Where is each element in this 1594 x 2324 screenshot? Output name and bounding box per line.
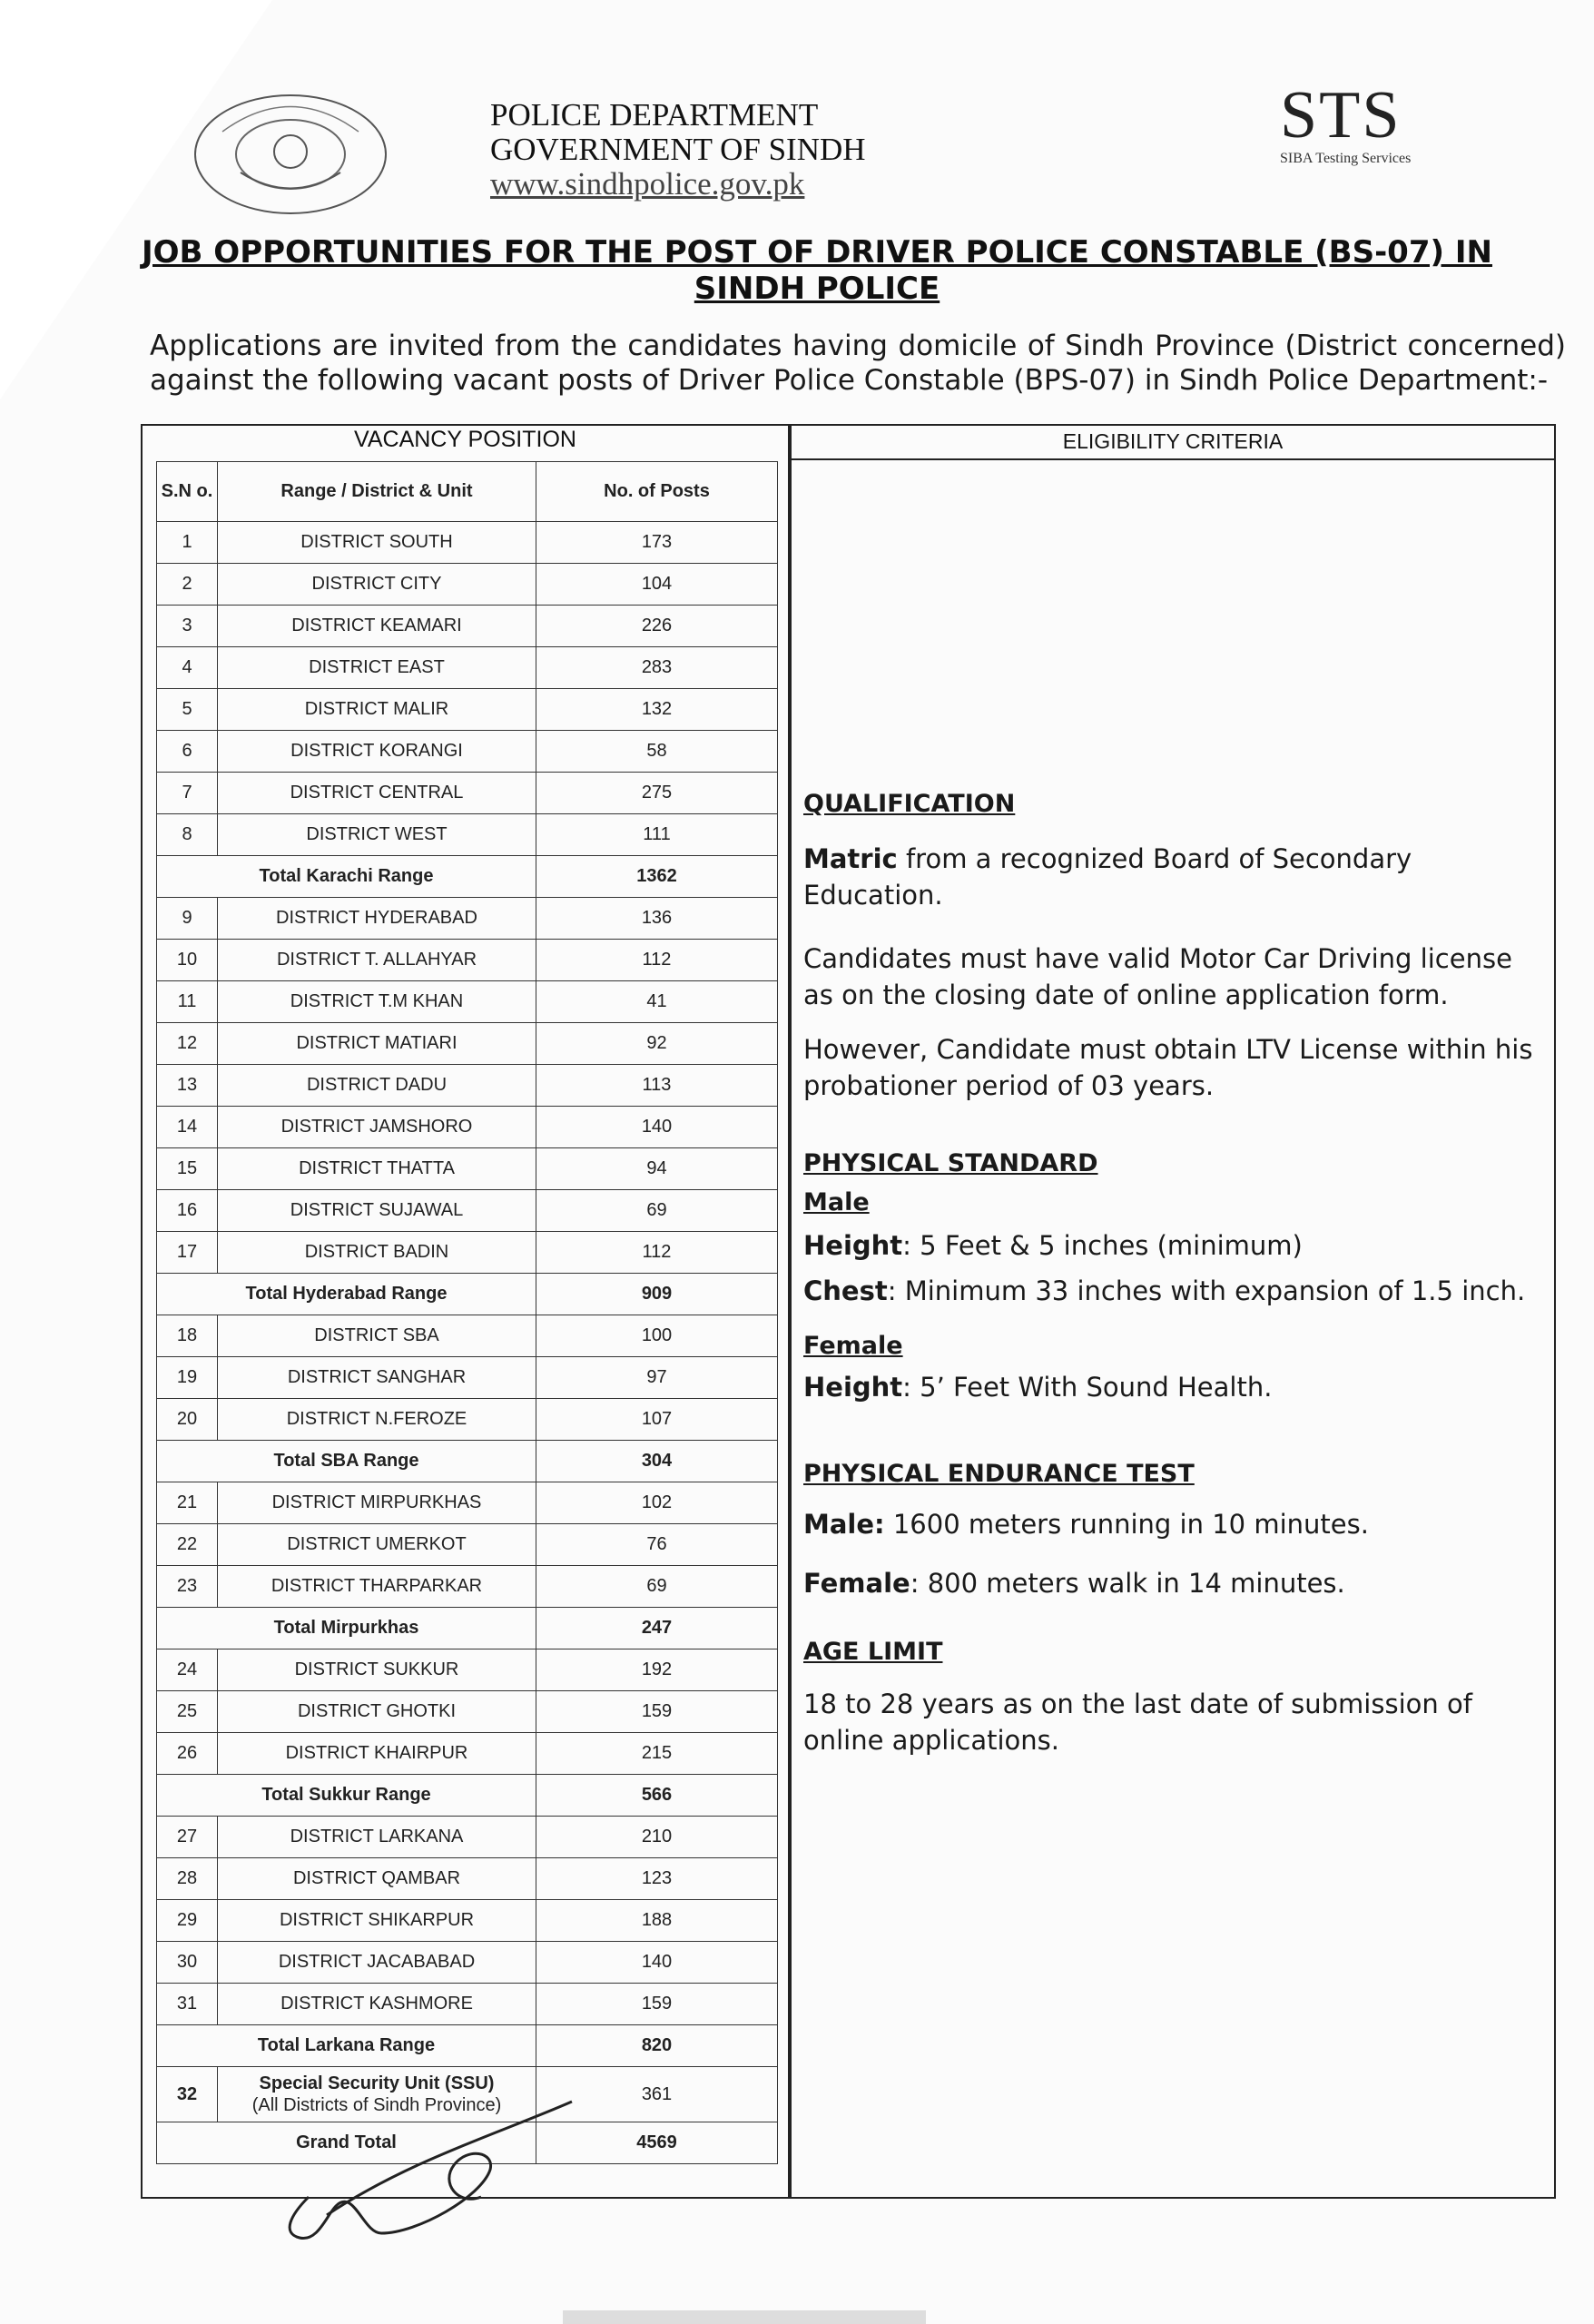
qualification-rest: from a recognized Board of Secondary Education. [803, 843, 1412, 911]
vacancy-table-body [157, 522, 778, 2067]
row-unit: DISTRICT GHOTKI [218, 1691, 536, 1733]
row-posts: 136 [536, 898, 778, 940]
row-unit: DISTRICT EAST [218, 647, 536, 689]
page-title: JOB OPPORTUNITIES FOR THE POST OF DRIVER POLICE CONSTABLE (BS-07) IN SINDH POLICE [142, 234, 1492, 307]
row-unit: DISTRICT SUKKUR [218, 1649, 536, 1691]
age-limit-heading: AGE LIMIT [803, 1638, 943, 1666]
row-unit: DISTRICT T.M KHAN [218, 981, 536, 1023]
row-unit: DISTRICT CENTRAL [218, 773, 536, 814]
row-unit: DISTRICT BADIN [218, 1232, 536, 1274]
female-height-value: : 5’ Feet With Sound Health. [902, 1372, 1273, 1403]
table-row [157, 1733, 778, 1775]
row-unit: DISTRICT KHAIRPUR [218, 1733, 536, 1775]
qualification-lead: Matric [803, 843, 898, 874]
row-unit: DISTRICT JAMSHORO [218, 1107, 536, 1148]
table-row [157, 1023, 778, 1065]
range-total-posts: 247 [536, 1608, 778, 1649]
row-posts: 92 [536, 1023, 778, 1065]
sts-logo [1280, 78, 1443, 191]
table-row [157, 647, 778, 689]
male-height-value: : 5 Feet & 5 inches (minimum) [902, 1230, 1303, 1261]
row-sno: 13 [157, 1065, 218, 1107]
height-label: Height [803, 1230, 903, 1261]
row-unit: DISTRICT N.FEROZE [218, 1399, 536, 1441]
row-sno: 24 [157, 1649, 218, 1691]
female-endurance-line [803, 1565, 1539, 1601]
table-row [157, 606, 778, 647]
male-endurance-line [803, 1506, 1539, 1542]
row-posts: 112 [536, 1232, 778, 1274]
table-row [157, 1482, 778, 1524]
row-unit: DISTRICT SHIKARPUR [218, 1900, 536, 1942]
letterhead [0, 73, 1594, 218]
row-sno: 6 [157, 731, 218, 773]
row-sno: 19 [157, 1357, 218, 1399]
row-sno: 25 [157, 1691, 218, 1733]
row-unit: DISTRICT QAMBAR [218, 1858, 536, 1900]
physical-standard-heading: PHYSICAL STANDARD [803, 1149, 1098, 1177]
row-posts: 69 [536, 1190, 778, 1232]
row-unit: DISTRICT KORANGI [218, 731, 536, 773]
row-posts: 111 [536, 814, 778, 856]
col-sno: S.N o. [157, 462, 218, 522]
dept-line1: POLICE DEPARTMENT [490, 97, 819, 133]
row-posts: 97 [536, 1357, 778, 1399]
row-posts: 94 [536, 1148, 778, 1190]
row-posts: 159 [536, 1691, 778, 1733]
row-posts: 76 [536, 1524, 778, 1566]
table-row [157, 689, 778, 731]
range-total-posts: 820 [536, 2025, 778, 2067]
table-row-range-total [157, 1441, 778, 1482]
row-posts: 100 [536, 1315, 778, 1357]
table-row [157, 1148, 778, 1190]
ltv-text: However, Candidate must obtain LTV License within his probationer period of 03 years. [803, 1034, 1533, 1101]
col-posts: No. of Posts [536, 462, 778, 522]
sts-logo-subtitle: SIBA Testing Services [1280, 151, 1412, 166]
row-sno: 8 [157, 814, 218, 856]
row-unit: DISTRICT T. ALLAHYAR [218, 940, 536, 981]
row-sno: 29 [157, 1900, 218, 1942]
row-sno: 31 [157, 1984, 218, 2025]
male-heading: Male [803, 1188, 870, 1216]
scan-artifact [563, 2310, 926, 2324]
intro-paragraph: Applications are invited from the candidates having domicile of Sindh Province (District concerned) against the following vacant posts of Driver Police Constable (BPS-07) in Sindh Police Department:- [150, 330, 1566, 397]
row-posts: 104 [536, 564, 778, 606]
row-unit: DISTRICT MIRPURKHAS [218, 1482, 536, 1524]
row-sno: 30 [157, 1942, 218, 1984]
table-row-range-total [157, 2025, 778, 2067]
row-unit: DISTRICT CITY [218, 564, 536, 606]
male-height-line [803, 1227, 1539, 1264]
female-endurance-value: : 800 meters walk in 14 minutes. [910, 1568, 1345, 1599]
table-row [157, 731, 778, 773]
table-row [157, 981, 778, 1023]
row-sno: 12 [157, 1023, 218, 1065]
row-posts: 58 [536, 731, 778, 773]
row-unit: DISTRICT WEST [218, 814, 536, 856]
male-endurance-value: 1600 meters running in 10 minutes. [884, 1509, 1369, 1540]
range-total-label: Total Sukkur Range [157, 1775, 536, 1817]
table-header-row [157, 462, 778, 522]
range-total-label: Total Mirpurkhas [157, 1608, 536, 1649]
row-posts: 123 [536, 1858, 778, 1900]
row-unit: DISTRICT DADU [218, 1065, 536, 1107]
row-sno: 7 [157, 773, 218, 814]
grand-total-value: 4569 [536, 2122, 778, 2164]
row-posts: 210 [536, 1817, 778, 1858]
row-unit: DISTRICT LARKANA [218, 1817, 536, 1858]
ssu-name: Special Security Unit (SSU) [259, 2073, 495, 2093]
qualification-heading: QUALIFICATION [803, 790, 1016, 818]
eligibility-heading: ELIGIBILITY CRITERIA [790, 429, 1556, 460]
table-row-range-total [157, 1274, 778, 1315]
row-posts: 113 [536, 1065, 778, 1107]
row-posts: 41 [536, 981, 778, 1023]
row-posts: 188 [536, 1900, 778, 1942]
row-sno: 26 [157, 1733, 218, 1775]
row-unit: DISTRICT UMERKOT [218, 1524, 536, 1566]
row-unit: DISTRICT MALIR [218, 689, 536, 731]
range-total-label: Total Hyderabad Range [157, 1274, 536, 1315]
dept-url[interactable]: www.sindhpolice.gov.pk [490, 166, 805, 202]
row-sno: 23 [157, 1566, 218, 1608]
row-unit: DISTRICT MATIARI [218, 1023, 536, 1065]
row-unit: DISTRICT THARPARKAR [218, 1566, 536, 1608]
row-sno: 9 [157, 898, 218, 940]
row-posts: 226 [536, 606, 778, 647]
table-row-range-total [157, 856, 778, 898]
sts-logo-mark: STS [1280, 78, 1402, 153]
row-sno: 21 [157, 1482, 218, 1524]
female-height-line [803, 1369, 1539, 1405]
table-row [157, 1942, 778, 1984]
range-total-label: Total Karachi Range [157, 856, 536, 898]
row-posts: 140 [536, 1942, 778, 1984]
female-heading: Female [803, 1332, 903, 1360]
female-endurance-label: Female [803, 1568, 910, 1599]
row-unit: DISTRICT KEAMARI [218, 606, 536, 647]
table-row-range-total [157, 1775, 778, 1817]
age-limit-text: 18 to 28 years as on the last date of submission of online applications. [803, 1689, 1472, 1756]
table-row [157, 1691, 778, 1733]
row-sno: 28 [157, 1858, 218, 1900]
ssu-sno: 32 [157, 2067, 218, 2122]
table-row [157, 814, 778, 856]
table-row [157, 1817, 778, 1858]
row-sno: 14 [157, 1107, 218, 1148]
sindh-police-seal-icon [186, 86, 395, 222]
chest-value: : Minimum 33 inches with expansion of 1.5 inch. [887, 1275, 1526, 1306]
range-total-posts: 1362 [536, 856, 778, 898]
range-total-label: Total Larkana Range [157, 2025, 536, 2067]
table-row [157, 898, 778, 940]
row-sno: 3 [157, 606, 218, 647]
row-unit: DISTRICT SOUTH [218, 522, 536, 564]
row-unit: DISTRICT KASHMORE [218, 1984, 536, 2025]
table-row [157, 564, 778, 606]
row-sno: 11 [157, 981, 218, 1023]
row-sno: 16 [157, 1190, 218, 1232]
row-posts: 107 [536, 1399, 778, 1441]
row-posts: 69 [536, 1566, 778, 1608]
row-sno: 17 [157, 1232, 218, 1274]
male-endurance-label: Male: [803, 1509, 885, 1540]
table-row [157, 1190, 778, 1232]
ssu-posts: 361 [536, 2067, 778, 2122]
row-posts: 275 [536, 773, 778, 814]
table-row [157, 1065, 778, 1107]
row-sno: 10 [157, 940, 218, 981]
ssu-subtitle: (All Districts of Sindh Province) [251, 2095, 502, 2115]
row-sno: 4 [157, 647, 218, 689]
row-unit: DISTRICT SUJAWAL [218, 1190, 536, 1232]
female-height-label: Height [803, 1372, 903, 1403]
grand-total-label: Grand Total [157, 2122, 536, 2164]
table-row [157, 1649, 778, 1691]
row-posts: 283 [536, 647, 778, 689]
chest-label: Chest [803, 1275, 888, 1306]
table-row [157, 1357, 778, 1399]
table-row-range-total [157, 1608, 778, 1649]
row-unit: DISTRICT SBA [218, 1315, 536, 1357]
row-unit: DISTRICT HYDERABAD [218, 898, 536, 940]
row-sno: 1 [157, 522, 218, 564]
row-unit: DISTRICT SANGHAR [218, 1357, 536, 1399]
table-row [157, 940, 778, 981]
row-posts: 140 [536, 1107, 778, 1148]
eligibility-content [803, 790, 1539, 1758]
row-unit: DISTRICT JACABABAD [218, 1942, 536, 1984]
table-row [157, 1858, 778, 1900]
table-row [157, 1315, 778, 1357]
row-posts: 102 [536, 1482, 778, 1524]
license-text: Candidates must have valid Motor Car Driving license as on the closing date of online application form. [803, 943, 1512, 1010]
table-row [157, 773, 778, 814]
col-unit: Range / District & Unit [218, 462, 536, 522]
row-sno: 27 [157, 1817, 218, 1858]
row-posts: 173 [536, 522, 778, 564]
range-total-label: Total SBA Range [157, 1441, 536, 1482]
endurance-heading: PHYSICAL ENDURANCE TEST [803, 1460, 1195, 1488]
dept-line2: GOVERNMENT OF SINDH [490, 132, 866, 167]
table-row [157, 1900, 778, 1942]
signature-scribble [272, 2097, 581, 2242]
qualification-text [803, 841, 1539, 913]
vacancy-table [156, 461, 778, 2164]
table-row [157, 1566, 778, 1608]
row-unit: DISTRICT THATTA [218, 1148, 536, 1190]
row-sno: 22 [157, 1524, 218, 1566]
table-row [157, 1984, 778, 2025]
row-sno: 18 [157, 1315, 218, 1357]
chest-line [803, 1273, 1539, 1309]
range-total-posts: 909 [536, 1274, 778, 1315]
row-posts: 132 [536, 689, 778, 731]
row-sno: 15 [157, 1148, 218, 1190]
range-total-posts: 566 [536, 1775, 778, 1817]
vacancy-heading: VACANCY POSITION [354, 427, 576, 452]
table-row [157, 1524, 778, 1566]
row-posts: 215 [536, 1733, 778, 1775]
row-sno: 20 [157, 1399, 218, 1441]
table-row [157, 1399, 778, 1441]
department-block [490, 98, 866, 202]
table-row [157, 1232, 778, 1274]
table-row [157, 1107, 778, 1148]
table-row [157, 522, 778, 564]
row-posts: 112 [536, 940, 778, 981]
row-posts: 159 [536, 1984, 778, 2025]
row-posts: 192 [536, 1649, 778, 1691]
row-sno: 2 [157, 564, 218, 606]
range-total-posts: 304 [536, 1441, 778, 1482]
row-sno: 5 [157, 689, 218, 731]
